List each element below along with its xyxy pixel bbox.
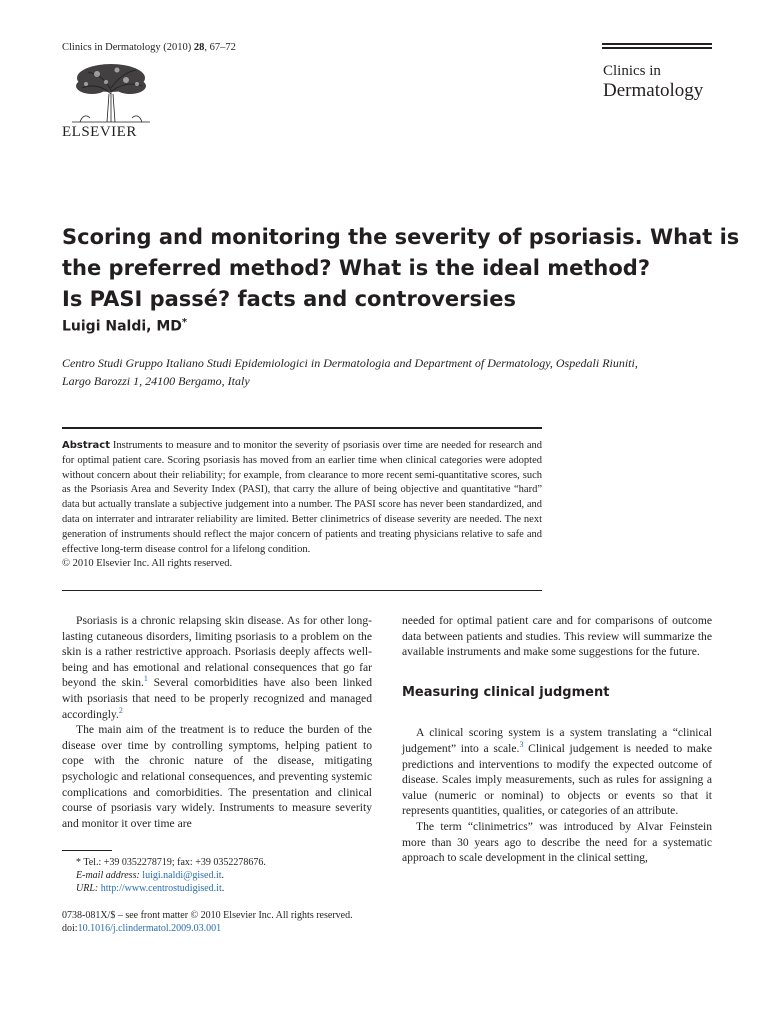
footnote-email: E-mail address: luigi.naldi@gised.it.: [76, 870, 225, 881]
abstract-label: Abstract: [62, 440, 111, 451]
abstract-top-rule: [62, 427, 542, 429]
footnote-mark: *: [76, 857, 81, 868]
journal-brand-line2: Dermatology: [603, 80, 704, 101]
footnotes: [62, 856, 372, 895]
title-line: the preferred method? What is the ideal method?: [62, 256, 651, 280]
doi-label: doi:: [62, 923, 78, 934]
publisher-name: ELSEVIER: [62, 124, 137, 140]
abstract-bottom-rule: [62, 590, 542, 591]
paragraph: needed for optimal patient care and for comparisons of outcome data between patients and studies. This review will summarize the available instruments and make some suggestions for the future.: [402, 614, 712, 659]
affiliation-line: Centro Studi Gruppo Italiano Studi Epidemiologici in Dermatologia and Department of Dermatology, Ospedali Riuniti,: [62, 356, 638, 370]
footnote-contact: [62, 856, 372, 869]
journal-pages: , 67–72: [204, 42, 236, 53]
citation-link[interactable]: 3: [519, 740, 524, 750]
paragraph-text: Psoriasis is a chronic relapsing skin disease. As for other long-lasting cutaneous disorders, limiting psoriasis to a problem on the skin is a rather restrictive approach. Psoriasis deeply affects well-being and has emotional and relational consequences that go far beyond the skin.: [62, 614, 372, 690]
paragraph: The main aim of the treatment is to reduce the burden of the disease over time by controlling symptoms, helping patient to cope with the chronic nature of the disease, mitigating psychologic and relational consequences, and preventing systemic complications and comorbidities. The presentation and clinical course of psoriasis vary widely. Instruments to measure severity and monitor it over time are: [62, 723, 372, 830]
abstract-text: Instruments to measure and to monitor the severity of psoriasis over time are needed for research and for optimal patient care. Scoring psoriasis has moved from an earlier time when clinical categories were adopted without concern about their reliability; for example, from clearance to more recent semi-quantitative scores, such as the Psoriasis Area and Severity Index (PASI), that carry the allure of being objective and quantitative “hard” data but actually translate a subjective judgement into a number. The PASI score has never been standardized, and data on interrater and intrarater reliability are limited. Better clinimetrics of disease severity are needed. The next generation of instruments should reflect the major concern of patients and treating physicians relative to safe and effective long-term disease control for a lifelong condition.: [62, 440, 542, 555]
url-label: URL:: [76, 883, 99, 894]
journal-ref-text: Clinics in Dermatology (2010): [62, 42, 194, 53]
paragraph: [402, 725, 712, 819]
paragraph: The term “clinimetrics” was introduced by Alvar Feinstein more than 30 years ago to describe the need for a systematic approach to scale development in the clinical setting,: [402, 819, 712, 865]
journal-volume: 28: [193, 42, 205, 53]
paragraph: [62, 613, 372, 722]
brand-rules: [602, 43, 712, 51]
issn-line: 0738-081X/$ – see front matter © 2010 Elsevier Inc. All rights reserved.: [62, 910, 353, 921]
article-title: [62, 222, 740, 315]
author: [62, 317, 187, 335]
paragraph-text: A clinical scoring system is a system translating a “clinical judgement” into a scale.: [402, 726, 712, 755]
footnote-rule: [62, 850, 112, 851]
email-link[interactable]: luigi.naldi@gised.it: [142, 870, 222, 881]
email-label: E-mail address:: [76, 870, 140, 881]
doi-link[interactable]: 10.1016/j.clindermatol.2009.03.001: [77, 923, 222, 934]
citation-link[interactable]: 1: [143, 674, 148, 684]
website-link[interactable]: http://www.centrostudigised.it: [100, 883, 222, 894]
left-column: [62, 613, 372, 831]
paragraph-text: Clinical judgement is needed to make predictions and interventions to modify the expected outcome of disease. Scales imply measurements, such as rules for assigning a value (numeric or nominal) to objects or events so that it represents quantities, qualities, or categories of an attribute.: [402, 741, 712, 818]
abstract: [62, 439, 542, 572]
author-footnote-mark[interactable]: *: [181, 317, 188, 328]
paragraph-text: Several comorbidities have also been linked with psoriasis that need to be properly recognized and managed accordingly.: [62, 676, 372, 721]
journal-brand-line1: Clinics in: [603, 63, 661, 79]
affiliation: [62, 354, 702, 390]
title-line: Scoring and monitoring the severity of psoriasis. What is: [62, 225, 740, 249]
citation-link[interactable]: 2: [118, 705, 123, 715]
journal-reference: [62, 42, 236, 53]
section-heading: Measuring clinical judgment: [402, 684, 610, 700]
abstract-copyright: © 2010 Elsevier Inc. All rights reserved.: [62, 558, 233, 570]
footnote-phone: Tel.: +39 0352278719; fax: +39 0352278676.: [81, 857, 266, 868]
author-name: Luigi Naldi, MD: [62, 318, 182, 335]
title-line: Is PASI passé? facts and controversies: [62, 287, 516, 311]
doi-line: [62, 922, 382, 935]
affiliation-line: Largo Barozzi 1, 24100 Bergamo, Italy: [62, 374, 250, 388]
right-column: [402, 613, 712, 866]
publication-meta: [62, 909, 382, 935]
footnote-url: URL: http://www.centrostudigised.it.: [76, 883, 225, 894]
